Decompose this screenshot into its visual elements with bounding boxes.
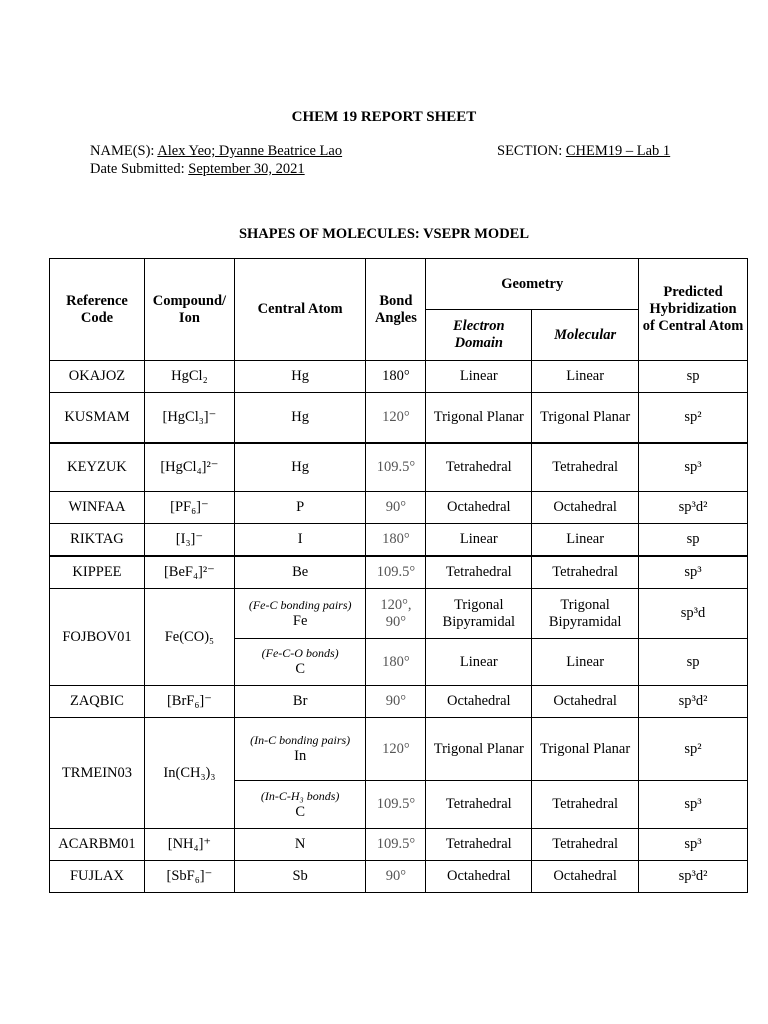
table-row xyxy=(50,718,748,781)
header-electron-domain: Electron Domain xyxy=(426,310,532,361)
table-row xyxy=(50,492,748,524)
bond-angle: 109.5° xyxy=(366,781,426,829)
electron-domain: Octahedral xyxy=(426,492,532,524)
report-title: CHEM 19 REPORT SHEET xyxy=(291,109,477,125)
molecular-geometry: Octahedral xyxy=(532,492,639,524)
atom-symbol: In xyxy=(294,748,307,764)
header-compound: Compound/ Ion xyxy=(144,259,234,361)
names-value: Alex Yeo; Dyanne Beatrice Lao xyxy=(157,143,343,159)
table-body xyxy=(50,361,748,893)
table-row xyxy=(50,524,748,556)
molecular-geometry: Octahedral xyxy=(532,686,639,718)
bonding-note: (Fe-C-O bonds) xyxy=(261,646,339,660)
central-atom: N xyxy=(234,829,366,861)
date-line xyxy=(90,161,305,178)
reference-code: KIPPEE xyxy=(50,556,145,589)
table-row xyxy=(50,556,748,589)
table-row xyxy=(50,589,748,639)
compound: In(CH₃)₃ xyxy=(144,718,234,829)
central-atom: Sb xyxy=(234,861,366,893)
table-row xyxy=(50,393,748,443)
electron-domain: Octahedral xyxy=(426,861,532,893)
compound: Fe(CO)₅ xyxy=(144,589,234,686)
molecular-geometry: Octahedral xyxy=(532,861,639,893)
reference-code: OKAJOZ xyxy=(50,361,145,393)
bond-angle: 109.5° xyxy=(366,556,426,589)
central-atom: Be xyxy=(234,556,366,589)
reference-code: WINFAA xyxy=(50,492,145,524)
header-hybridization: Predicted Hybridization of Central Atom xyxy=(639,259,748,361)
electron-domain: Tetrahedral xyxy=(426,829,532,861)
central-atom: P xyxy=(234,492,366,524)
compound: HgCl₂ xyxy=(144,361,234,393)
header-geometry: Geometry xyxy=(426,259,639,310)
electron-domain: Linear xyxy=(426,524,532,556)
bond-angle: 180° xyxy=(366,639,426,686)
central-atom: Br xyxy=(234,686,366,718)
electron-domain: Octahedral xyxy=(426,686,532,718)
electron-domain: Tetrahedral xyxy=(426,781,532,829)
table-row xyxy=(50,361,748,393)
hybridization: sp³d xyxy=(639,589,748,639)
bond-angle: 109.5° xyxy=(366,443,426,492)
electron-domain: Trigonal Bipyramidal xyxy=(426,589,532,639)
electron-domain: Trigonal Planar xyxy=(426,393,532,443)
reference-code: RIKTAG xyxy=(50,524,145,556)
molecular-geometry: Linear xyxy=(532,639,639,686)
molecular-geometry: Tetrahedral xyxy=(532,781,639,829)
names-label: NAME(S): xyxy=(90,143,155,159)
compound: [BeF₄]²⁻ xyxy=(144,556,234,589)
hybridization: sp xyxy=(639,639,748,686)
molecular-geometry: Tetrahedral xyxy=(532,829,639,861)
bond-angle: 180° xyxy=(366,524,426,556)
molecular-geometry: Trigonal Planar xyxy=(532,718,639,781)
date-value: September 30, 2021 xyxy=(188,161,305,177)
reference-code: TRMEIN03 xyxy=(50,718,145,829)
table-row xyxy=(50,686,748,718)
molecular-geometry: Linear xyxy=(532,361,639,393)
table-row xyxy=(50,443,748,492)
hybridization: sp³ xyxy=(639,781,748,829)
reference-code: ACARBM01 xyxy=(50,829,145,861)
hybridization: sp xyxy=(639,524,748,556)
reference-code: ZAQBIC xyxy=(50,686,145,718)
central-atom: Hg xyxy=(234,443,366,492)
atom-symbol: C xyxy=(295,803,305,820)
hybridization: sp² xyxy=(639,393,748,443)
compound: [PF₆]⁻ xyxy=(144,492,234,524)
compound: [SbF₆]⁻ xyxy=(144,861,234,893)
header-bond-angles: Bond Angles xyxy=(366,259,426,361)
hybridization: sp³d² xyxy=(639,492,748,524)
bond-angle: 120° xyxy=(366,393,426,443)
central-atom xyxy=(234,639,366,686)
header-molecular: Molecular xyxy=(532,310,639,361)
molecular-geometry: Tetrahedral xyxy=(532,556,639,589)
hybridization: sp³d² xyxy=(639,686,748,718)
bond-angle: 109.5° xyxy=(366,829,426,861)
central-atom: Hg xyxy=(234,361,366,393)
hybridization: sp³d² xyxy=(639,861,748,893)
bonding-note: (Fe-C bonding pairs) xyxy=(248,597,352,612)
header-reference-code: Reference Code xyxy=(50,259,145,361)
bond-angle: 90° xyxy=(366,686,426,718)
compound: [I₃]⁻ xyxy=(144,524,234,556)
reference-code: KUSMAM xyxy=(50,393,145,443)
table-title: SHAPES OF MOLECULES: VSEPR MODEL xyxy=(238,226,530,242)
central-atom xyxy=(234,781,366,829)
atom-symbol: C xyxy=(295,661,305,677)
reference-code: KEYZUK xyxy=(50,443,145,492)
bond-angle: 90° xyxy=(366,492,426,524)
central-atom: Hg xyxy=(234,393,366,443)
electron-domain: Trigonal Planar xyxy=(426,718,532,781)
molecular-geometry: Trigonal Planar xyxy=(532,393,639,443)
central-atom: I xyxy=(234,524,366,556)
reference-code: FOJBOV01 xyxy=(50,589,145,686)
compound: [HgCl₃]⁻ xyxy=(144,393,234,443)
hybridization: sp³ xyxy=(639,556,748,589)
compound: [HgCl₄]²⁻ xyxy=(144,443,234,492)
bond-angle: 120°, 90° xyxy=(366,589,426,639)
atom-symbol: Fe xyxy=(292,612,308,629)
section-line xyxy=(497,143,670,160)
section-label: SECTION: xyxy=(497,143,563,159)
table-row xyxy=(50,861,748,893)
compound: [BrF₆]⁻ xyxy=(144,686,234,718)
header-central-atom: Central Atom xyxy=(234,259,366,361)
molecular-geometry: Tetrahedral xyxy=(532,443,639,492)
vsepr-table xyxy=(49,258,748,893)
molecular-geometry: Trigonal Bipyramidal xyxy=(532,589,639,639)
electron-domain: Linear xyxy=(426,361,532,393)
molecular-geometry: Linear xyxy=(532,524,639,556)
reference-code: FUJLAX xyxy=(50,861,145,893)
electron-domain: Tetrahedral xyxy=(426,556,532,589)
hybridization: sp³ xyxy=(639,829,748,861)
electron-domain: Tetrahedral xyxy=(426,443,532,492)
central-atom xyxy=(234,718,366,781)
electron-domain: Linear xyxy=(426,639,532,686)
bond-angle: 180° xyxy=(366,361,426,393)
hybridization: sp² xyxy=(639,718,748,781)
hybridization: sp xyxy=(639,361,748,393)
section-value: CHEM19 – Lab 1 xyxy=(565,143,671,159)
names-line xyxy=(90,143,342,160)
bond-angle: 90° xyxy=(366,861,426,893)
date-label: Date Submitted: xyxy=(90,161,185,177)
compound: [NH₄]⁺ xyxy=(144,829,234,861)
bonding-note: (In-C-H₃ bonds) xyxy=(260,788,340,803)
table-row xyxy=(50,829,748,861)
central-atom xyxy=(234,589,366,639)
bonding-note: (In-C bonding pairs) xyxy=(250,733,351,747)
hybridization: sp³ xyxy=(639,443,748,492)
bond-angle: 120° xyxy=(366,718,426,781)
